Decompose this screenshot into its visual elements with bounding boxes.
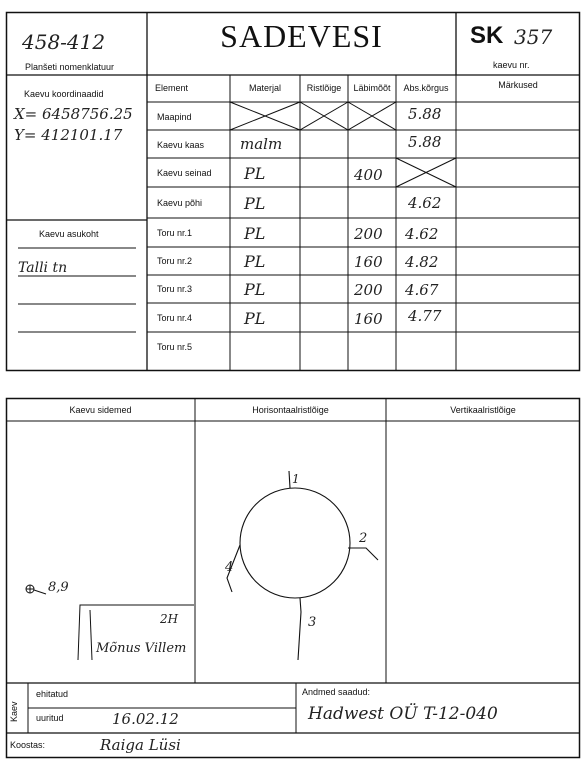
ties-distance: 8,9 (48, 580, 69, 595)
pipe-label-2: 2 (359, 531, 368, 546)
built-label: ehitatud (36, 689, 69, 699)
col-header-cross-section: Ristlõige (306, 83, 342, 93)
ties-house-number: 2H (160, 612, 179, 626)
row-elevation: 4.62 (405, 225, 439, 243)
author-value: Raiga Lüsi (100, 736, 181, 754)
coordinate-y: Y= 412101.17 (14, 126, 123, 144)
row-element: Kaevu seinad (157, 168, 212, 178)
well-number: 357 (514, 25, 553, 49)
sheet-number: 458-412 (22, 30, 106, 54)
row-element: Toru nr.2 (157, 256, 193, 266)
row-elevation: 5.88 (408, 105, 442, 123)
data-source-value: Hadwest OÜ T-12-040 (308, 704, 498, 724)
row-element: Kaevu põhi (157, 198, 203, 208)
col-header-diameter: Läbimõõt (353, 83, 391, 93)
well-number-label: kaevu nr. (493, 60, 530, 70)
section-horizontal-label: Horisontaalristlõige (252, 405, 329, 415)
row-elevation: 4.77 (408, 307, 442, 325)
row-diameter: 200 (354, 225, 383, 243)
row-material: PL (244, 164, 266, 183)
row-diameter: 160 (354, 310, 383, 328)
footer-side-label: Kaev (9, 701, 19, 722)
ties-street: Mõnus Villem (96, 641, 187, 656)
sheet-label: Planšeti nomenklatuur (25, 62, 115, 72)
row-material: PL (244, 309, 266, 328)
pipe-label-4: 4 (225, 560, 234, 575)
surveyed-label: uuritud (36, 713, 64, 723)
row-material: PL (244, 194, 266, 213)
row-material: PL (244, 280, 266, 299)
author-label: Koostas: (10, 740, 46, 750)
col-header-elevation: Abs.kõrgus (403, 83, 449, 93)
form-title: SADEVESI (220, 18, 383, 54)
row-elevation: 4.62 (408, 194, 442, 212)
coordinate-x: X= 6458756.25 (14, 105, 133, 123)
row-element: Toru nr.3 (157, 284, 193, 294)
col-header-remarks: Märkused (498, 80, 538, 90)
location-value: Talli tn (18, 260, 68, 276)
row-material: PL (244, 224, 266, 243)
section-vertical-label: Vertikaalristlõige (450, 405, 516, 415)
row-element: Kaevu kaas (157, 140, 205, 150)
row-material: PL (244, 252, 266, 271)
pipe-label-3: 3 (308, 615, 317, 630)
row-material: malm (240, 135, 283, 153)
coordinates-label: Kaevu koordinaadid (24, 89, 104, 99)
row-elevation: 5.88 (408, 133, 442, 151)
row-element: Toru nr.4 (157, 313, 193, 323)
row-element: Toru nr.5 (157, 342, 193, 352)
row-elevation: 4.82 (405, 253, 439, 271)
well-prefix: SK (470, 22, 504, 49)
surveyed-value: 16.02.12 (112, 710, 179, 728)
row-diameter: 400 (354, 166, 383, 184)
data-source-label: Andmed saadud: (302, 687, 371, 697)
col-header-element: Element (155, 83, 189, 93)
row-diameter: 160 (354, 253, 383, 271)
horizontal-section-sketch (227, 471, 378, 660)
pipe-label-1: 1 (292, 472, 300, 486)
col-header-material: Materjal (248, 83, 281, 93)
row-elevation: 4.67 (405, 281, 439, 299)
row-element: Toru nr.1 (157, 228, 193, 238)
row-element: Maapind (157, 112, 192, 122)
location-label: Kaevu asukoht (39, 229, 99, 239)
row-diameter: 200 (354, 281, 383, 299)
section-ties-label: Kaevu sidemed (69, 405, 132, 415)
